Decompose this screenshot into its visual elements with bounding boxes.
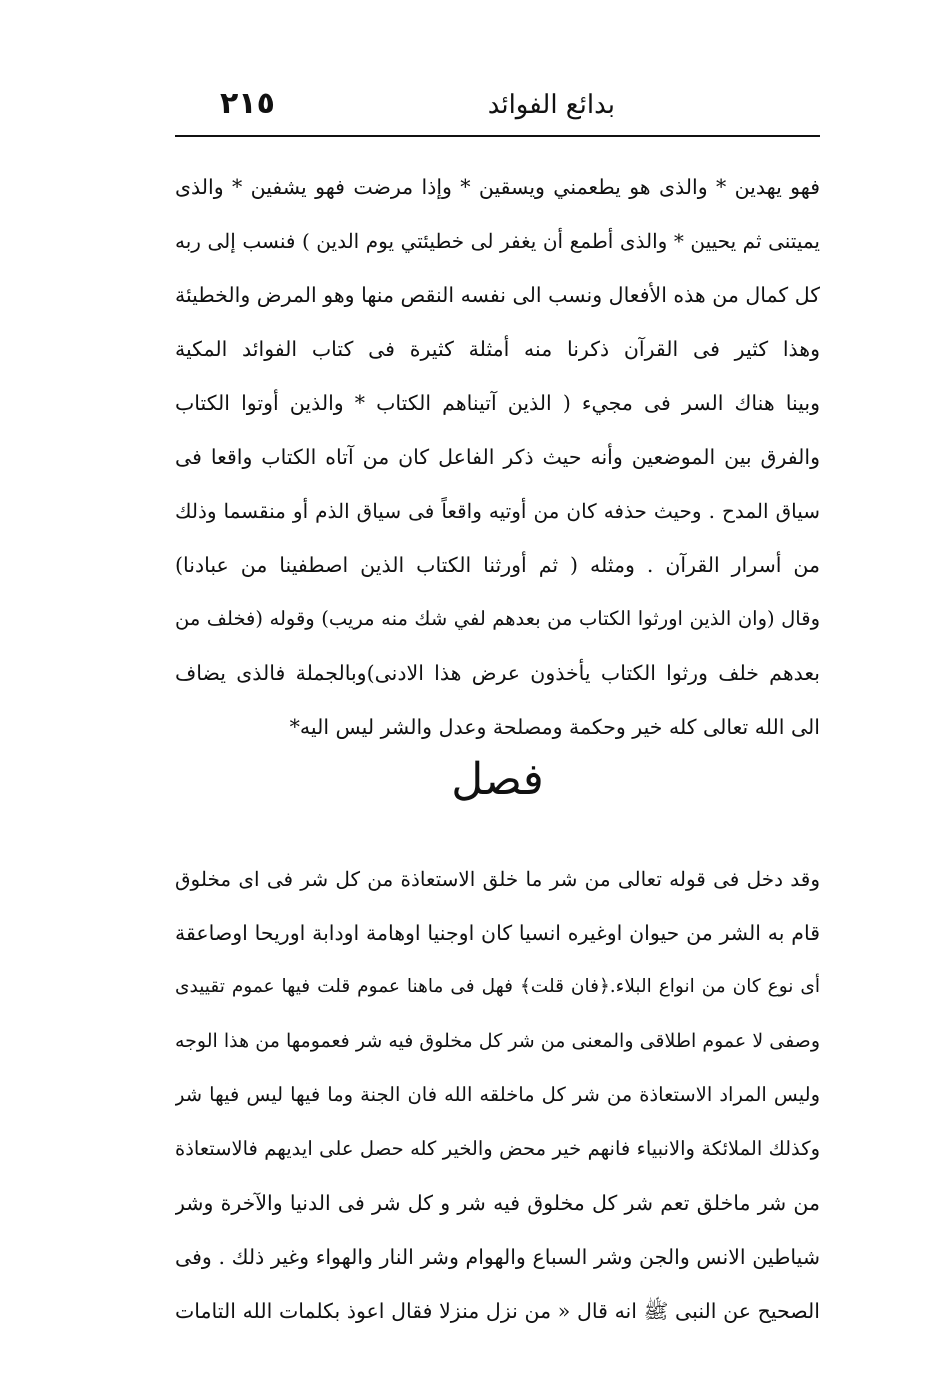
- text-line: وبينا هناك السر فى مجيء ( الذين آتيناهم الكتاب * والذين أوتوا الكتاب: [175, 391, 820, 415]
- page-number: ٢١٥: [220, 86, 275, 121]
- text-line: وليس المراد الاستعاذة من شر كل ماخلقه الله فان الجنة وما فيها ليس فيها شر: [175, 1083, 820, 1106]
- paragraph-one: [175, 160, 820, 754]
- header-rule: [175, 135, 820, 137]
- text-line: وكذلك الملائكة والانبياء فانهم خير محض والخير كله حصل على ايديهم فالاستعاذة: [175, 1137, 820, 1160]
- text-line: من أسرار القرآن . ومثله ( ثم أورثنا الكتاب الذين اصطفينا من عبادنا): [175, 553, 820, 577]
- text-line: بعدهم خلف ورثوا الكتاب يأخذون عرض هذا الادنى)وبالجملة فالذى يضاف: [175, 661, 820, 685]
- header-title: بدائع الفوائد: [487, 90, 615, 120]
- text-line: كل كمال من هذه الأفعال ونسب الى نفسه النقص منها وهو المرض والخطيئة: [175, 283, 820, 307]
- text-line: وقد دخل فى قوله تعالى من شر ما خلق الاستعاذة من كل شر فى اى مخلوق: [175, 867, 820, 891]
- text-line: شياطين الانس والجن وشر السباع والهوام وشر النار والهواء وغير ذلك . وفى: [175, 1245, 820, 1269]
- text-line: قام به الشر من حيوان اوغيره انسيا كان اوجنيا اوهامة اودابة اوريحا اوصاعقة: [175, 921, 820, 945]
- paragraph-two: [175, 852, 820, 1338]
- section-heading: فصل: [451, 754, 544, 805]
- text-line: من شر ماخلق تعم شر كل مخلوق فيه شر و كل شر فى الدنيا والآخرة وشر: [175, 1191, 820, 1215]
- text-line: أى نوع كان من انواع البلاء.﴿فان قلت﴾ فهل فى ماهنا عموم قلت فيها عموم تقييدى: [175, 976, 820, 997]
- text-line: والفرق بين الموضعين وأنه حيث ذكر الفاعل كان من آتاه الكتاب واقعا فى: [175, 445, 820, 469]
- running-header: [175, 78, 820, 134]
- text-line: يميتنى ثم يحيين * والذى أطمع أن يغفر لى خطيئتي يوم الدين ) فنسب إلى ربه: [175, 229, 820, 253]
- text-line: وهذا كثير فى القرآن ذكرنا منه أمثلة كثيرة فى كتاب الفوائد المكية: [175, 337, 820, 361]
- text-line: الصحيح عن النبى ﷺ انه قال « من نزل منزلا فقال اعوذ بكلمات الله التامات: [175, 1299, 820, 1323]
- text-line: وصفى لا عموم اطلاقى والمعنى من شر كل مخلوق فيه شر فعمومها من هذا الوجه: [175, 1030, 820, 1052]
- text-line: وقال (وان الذين اورثوا الكتاب من بعدهم لفي شك منه مريب) وقوله (فخلف من: [175, 607, 820, 630]
- text-line: الى الله تعالى كله خير وحكمة ومصلحة وعدل والشر ليس اليه*: [289, 715, 820, 739]
- text-line: سياق المدح . وحيث حذفه كان من أوتيه واقعاً فى سياق الذم أو منقسما وذلك: [175, 499, 820, 523]
- text-line: فهو يهدين * والذى هو يطعمني ويسقين * وإذا مرضت فهو يشفين * والذى: [175, 175, 820, 199]
